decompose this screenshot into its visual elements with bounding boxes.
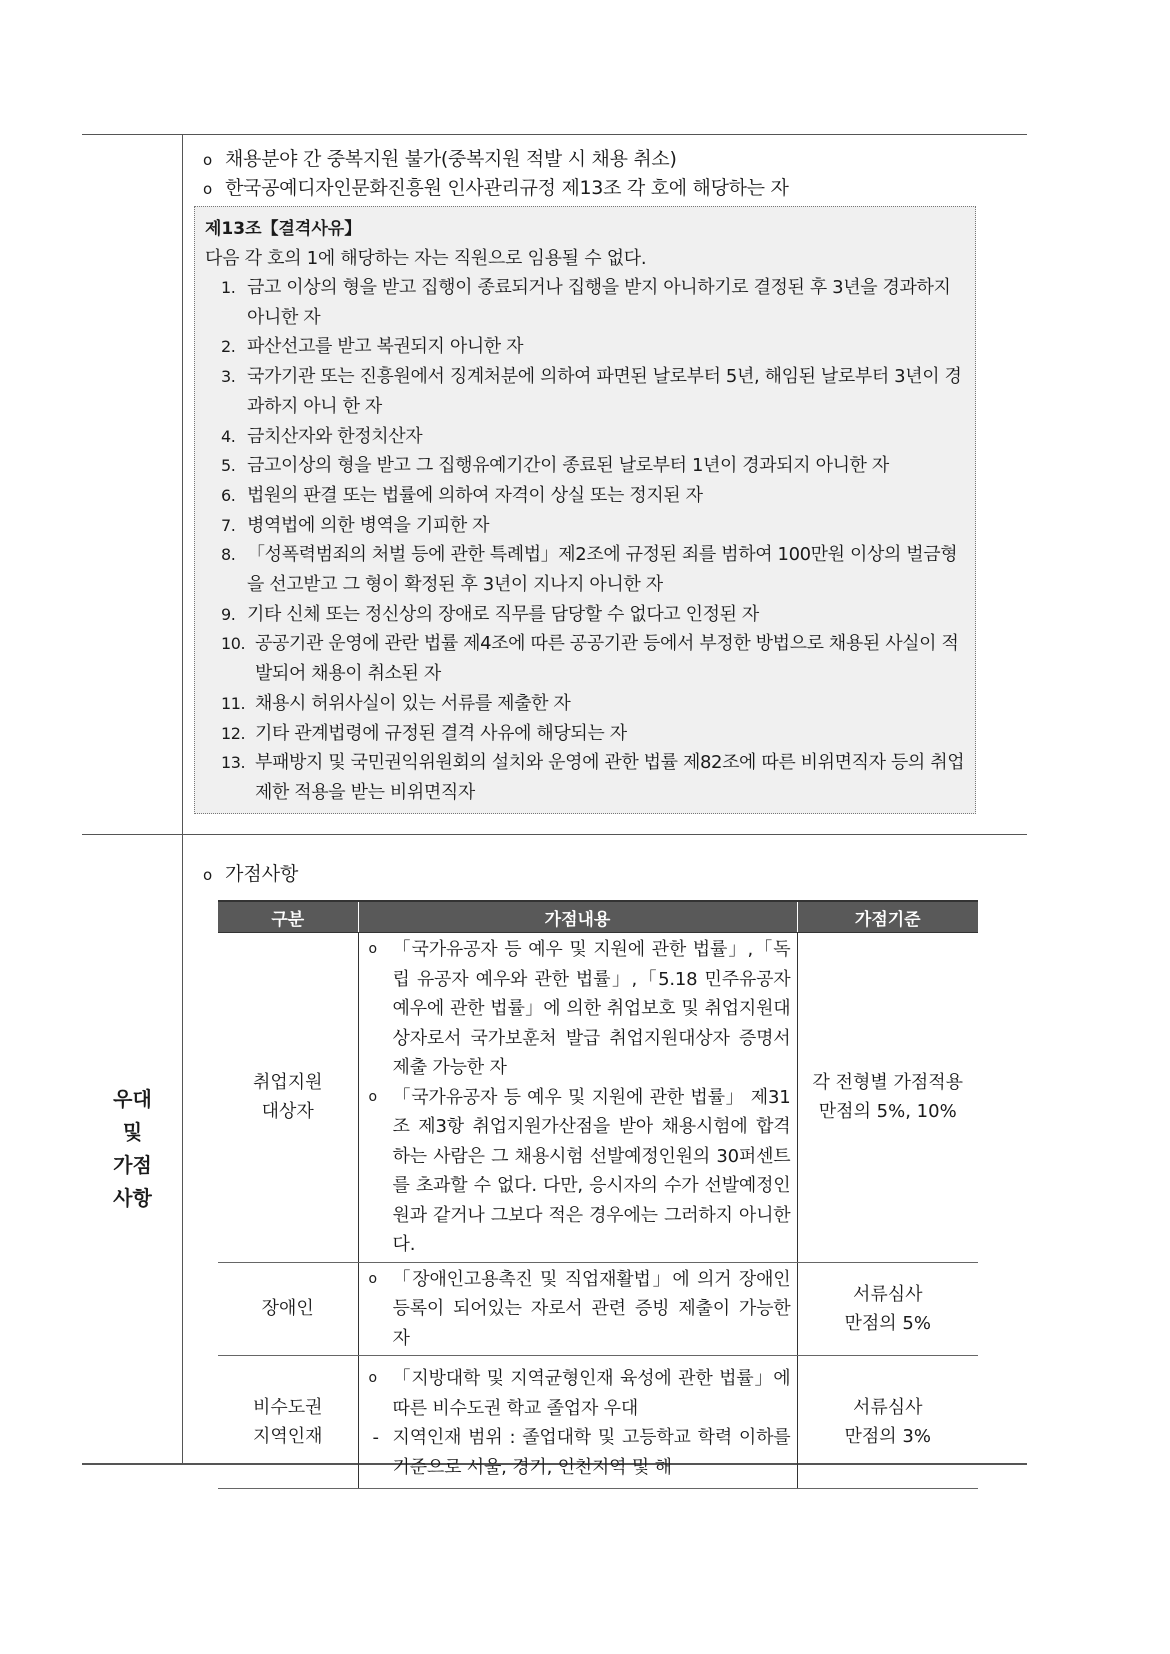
- table-header-row: [218, 901, 978, 933]
- list-item: 11. 채용시 허위사실이 있는 서류를 제출한 자: [221, 692, 571, 714]
- list-item: 5. 금고이상의 형을 받고 그 집행유예기간이 종료된 날로부터 1년이 경과되지 아니한 자: [221, 455, 889, 477]
- list-item: 12. 기타 관계법령에 규정된 결격 사유에 해당되는 자: [221, 722, 627, 744]
- bullet-symbol: o: [203, 866, 213, 884]
- list-item: 4. 금치산자와 한정치산자: [221, 425, 423, 447]
- header-criteria: 가점기준: [797, 901, 978, 933]
- bullet-no-duplicate-application: o 채용분야 간 중복지원 불가(중복지원 적발 시 채용 취소): [203, 145, 677, 174]
- row-category: 취업지원 대상자: [218, 933, 358, 1263]
- row-criteria: 각 전형별 가점적용 만점의 5%, 10%: [797, 933, 978, 1263]
- table-row: [218, 1262, 978, 1356]
- list-item: 3. 국가기관 또는 진흥원에서 징계처분에 의하여 파면된 날로부터 5년, 해임된 날로부터 3년이 경과하지 아니 한 자: [221, 366, 962, 417]
- table-top-border: [82, 134, 1027, 135]
- bullet-symbol: o: [203, 151, 212, 169]
- table-row: [218, 1356, 978, 1489]
- article-intro: 다음 각 호의 1에 해당하는 자는 직원으로 임용될 수 없다.: [205, 248, 647, 269]
- bonus-points-title: o 가점사항: [203, 860, 298, 889]
- list-item: 7. 병역법에 의한 병역을 기피한 자: [221, 514, 490, 536]
- article-13-box: [194, 206, 976, 814]
- row-category: 장애인: [218, 1262, 358, 1356]
- list-item: 6. 법원의 판결 또는 법률에 의하여 자격이 상실 또는 정지된 자: [221, 484, 703, 506]
- bonus-points-table: [218, 900, 978, 1489]
- row-criteria: 서류심사 만점의 5%: [797, 1262, 978, 1356]
- header-content: 가점내용: [358, 901, 797, 933]
- content-bullet: o 「지방대학 및 지역균형인재 육성에 관한 법률」에 따른 비수도권 학교 졸업자 우대: [368, 1368, 791, 1419]
- disqualification-list: [221, 273, 971, 808]
- list-item: 8. 「성폭력범죄의 처벌 등에 관한 특례법」제2조에 규정된 죄를 범하여 100만원 이상의 벌금형을 선고받고 그 형이 확정된 후 3년이 지나지 아니한 자: [221, 544, 958, 596]
- content-dash-item: - 지역인재 범위 : 졸업대학 및 고등학교 학력 이하를 기준으로 서울, 경기, 인천지역 및 해: [372, 1427, 791, 1478]
- row-content: [358, 1356, 797, 1489]
- content-bullet: o 「국가유공자 등 예우 및 지원에 관한 법률」 제31조 제3항 취업지원가산점을 받아 채용시험에 합격하는 사람은 그 채용시험 선발예정인원의 30퍼센트를 초과할 수 없다. 다만, 응시자의 수가 선발예정인원과 같거나 그보다 적은 경우에는 그러하지 아니한다.: [368, 1086, 791, 1255]
- article-title: 제13조【결격사유】: [205, 219, 362, 239]
- row-content: [358, 933, 797, 1263]
- row-content: [358, 1262, 797, 1356]
- section-divider: [82, 834, 1027, 835]
- list-item: 13. 부패방지 및 국민권익위원회의 설치와 운영에 관한 법률 제82조에 따른 비위면직자 등의 취업제한 적용을 받는 비위면직자: [221, 752, 965, 803]
- table-row: [218, 933, 978, 1263]
- list-item: 2. 파산선고를 받고 복권되지 아니한 자: [221, 336, 524, 358]
- content-bullet: o 「장애인고용촉진 및 직업재활법」에 의거 장애인 등록이 되어있는 자로서 관련 증빙 제출이 가능한 자: [368, 1268, 791, 1349]
- bullet-disqualification-rule: o 한국공예디자인문화진흥원 인사관리규정 제13조 각 호에 해당하는 자: [203, 174, 789, 203]
- list-item: 10. 공공기관 운영에 관란 법률 제4조에 따른 공공기관 등에서 부정한 방법으로 채용된 사실이 적발되어 채용이 취소된 자: [221, 633, 959, 685]
- label-column-divider: [182, 134, 183, 1464]
- content-bullet: o 「국가유공자 등 예우 및 지원에 관한 법률」,「독립 유공자 예우와 관한 법률」,「5.18 민주유공자 예우에 관한 법률」에 의한 취업보호 및 취업지원대상자로서 국가보훈처 발급 취업지원대상자 증명서 제출 가능한 자: [368, 939, 791, 1078]
- row-category: 비수도권 지역인재: [218, 1356, 358, 1489]
- row-criteria: 서류심사 만점의 3%: [797, 1356, 978, 1489]
- bullet-symbol: o: [203, 180, 212, 198]
- header-category: 구분: [218, 901, 358, 933]
- list-item: 9. 기타 신체 또는 정신상의 장애로 직무를 담당할 수 없다고 인정된 자: [221, 603, 759, 625]
- list-item: 1. 금고 이상의 형을 받고 집행이 종료되거나 집행을 받지 아니하기로 결정된 후 3년을 경과하지 아니한 자: [221, 277, 951, 328]
- section-label-preference: 우대 및 가점 사항: [113, 1087, 152, 1210]
